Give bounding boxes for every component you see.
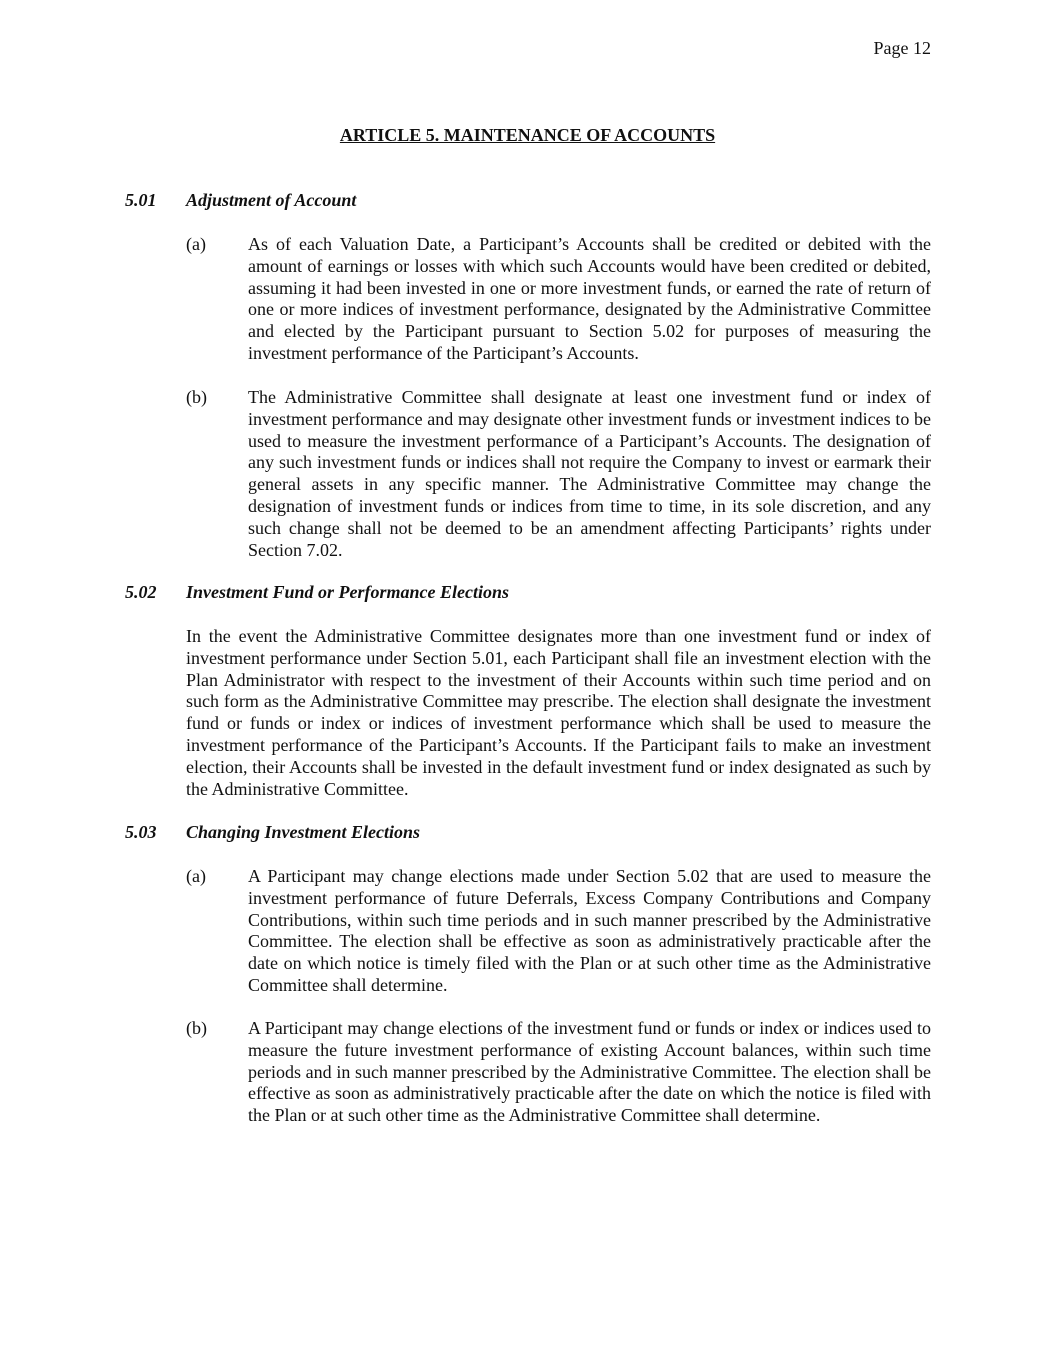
item-label: (b) [186,387,207,407]
section-5-03-item-b [186,1018,931,1127]
section-heading-5-02 [125,582,509,604]
section-number: 5.03 [125,822,157,842]
section-heading-5-03 [125,822,420,844]
section-5-02-paragraph: In the event the Administrative Committee designates more than one investment fund or index of investment performance under Section 5.01, each Participant shall file an investment election with the Plan Administrator with respect to the investment of their Accounts within such time period and on such form as the Administrative Committee may prescribe. The election shall designate the investment fund or funds or index or indices of investment performance which shall be used to measure the investment performance of the Participant’s Accounts. If the Participant fails to make an investment election, their Accounts shall be invested in the default investment fund or index designated as such by the Administrative Committee. [186,626,931,799]
item-text: The Administrative Committee shall designate at least one investment fund or index of investment performance and may designate other investment funds or investment indices to be used to measure the investment performance of a Participant’s Accounts. The designation of any such investment funds or indices shall not require the Company to invest or earmark their general assets in any specific manner. The Administrative Committee may change the designation of investment funds or indices from time to time, in its sole discretion, and any such change shall not be deemed to be an amendment affecting Participants’ rights under Section 7.02. [248,387,931,560]
section-title: Changing Investment Elections [186,822,421,842]
article-title: ARTICLE 5. MAINTENANCE OF ACCOUNTS [339,125,716,145]
section-title: Investment Fund or Performance Elections [186,582,510,602]
item-label: (a) [186,866,206,886]
section-number: 5.01 [125,190,157,210]
item-text: A Participant may change elections of the investment fund or funds or index or indices used to measure the future investment performance of existing Account balances, within such time periods and in such manner prescribed by the Administrative Committee. The election shall be effective as soon as administratively practicable after the date on which the notice is filed with the Plan or at such other time as the Administrative Committee shall determine. [248,1018,931,1126]
item-text: A Participant may change elections made under Section 5.02 that are used to measure the investment performance of future Deferrals, Excess Company Contributions and Company Contributions, within such time periods and in such manner prescribed by the Administrative Committee. The election shall be effective as soon as administratively practicable after the date on which notice is timely filed with the Plan or at such other time as the Administrative Committee shall determine. [248,866,931,995]
item-label: (b) [186,1018,207,1038]
section-title: Adjustment of Account [186,190,357,210]
section-5-01-item-a [186,234,931,365]
section-number: 5.02 [125,582,157,602]
item-label: (a) [186,234,206,254]
page-number: Page 12 [873,38,931,58]
item-text: As of each Valuation Date, a Participant’s Accounts shall be credited or debited with the amount of earnings or losses with which such Accounts would have been credited or debited, assuming it had been invested in one or more investment funds, or earned the rate of return of one or more indices of investment performance, designated by the Administrative Committee and elected by the Participant pursuant to Section 5.02 for purposes of measuring the investment performance of the Participant’s Accounts. [248,234,931,363]
section-5-01-item-b [186,387,931,561]
section-5-03-item-a [186,866,931,997]
section-heading-5-01 [125,190,356,212]
